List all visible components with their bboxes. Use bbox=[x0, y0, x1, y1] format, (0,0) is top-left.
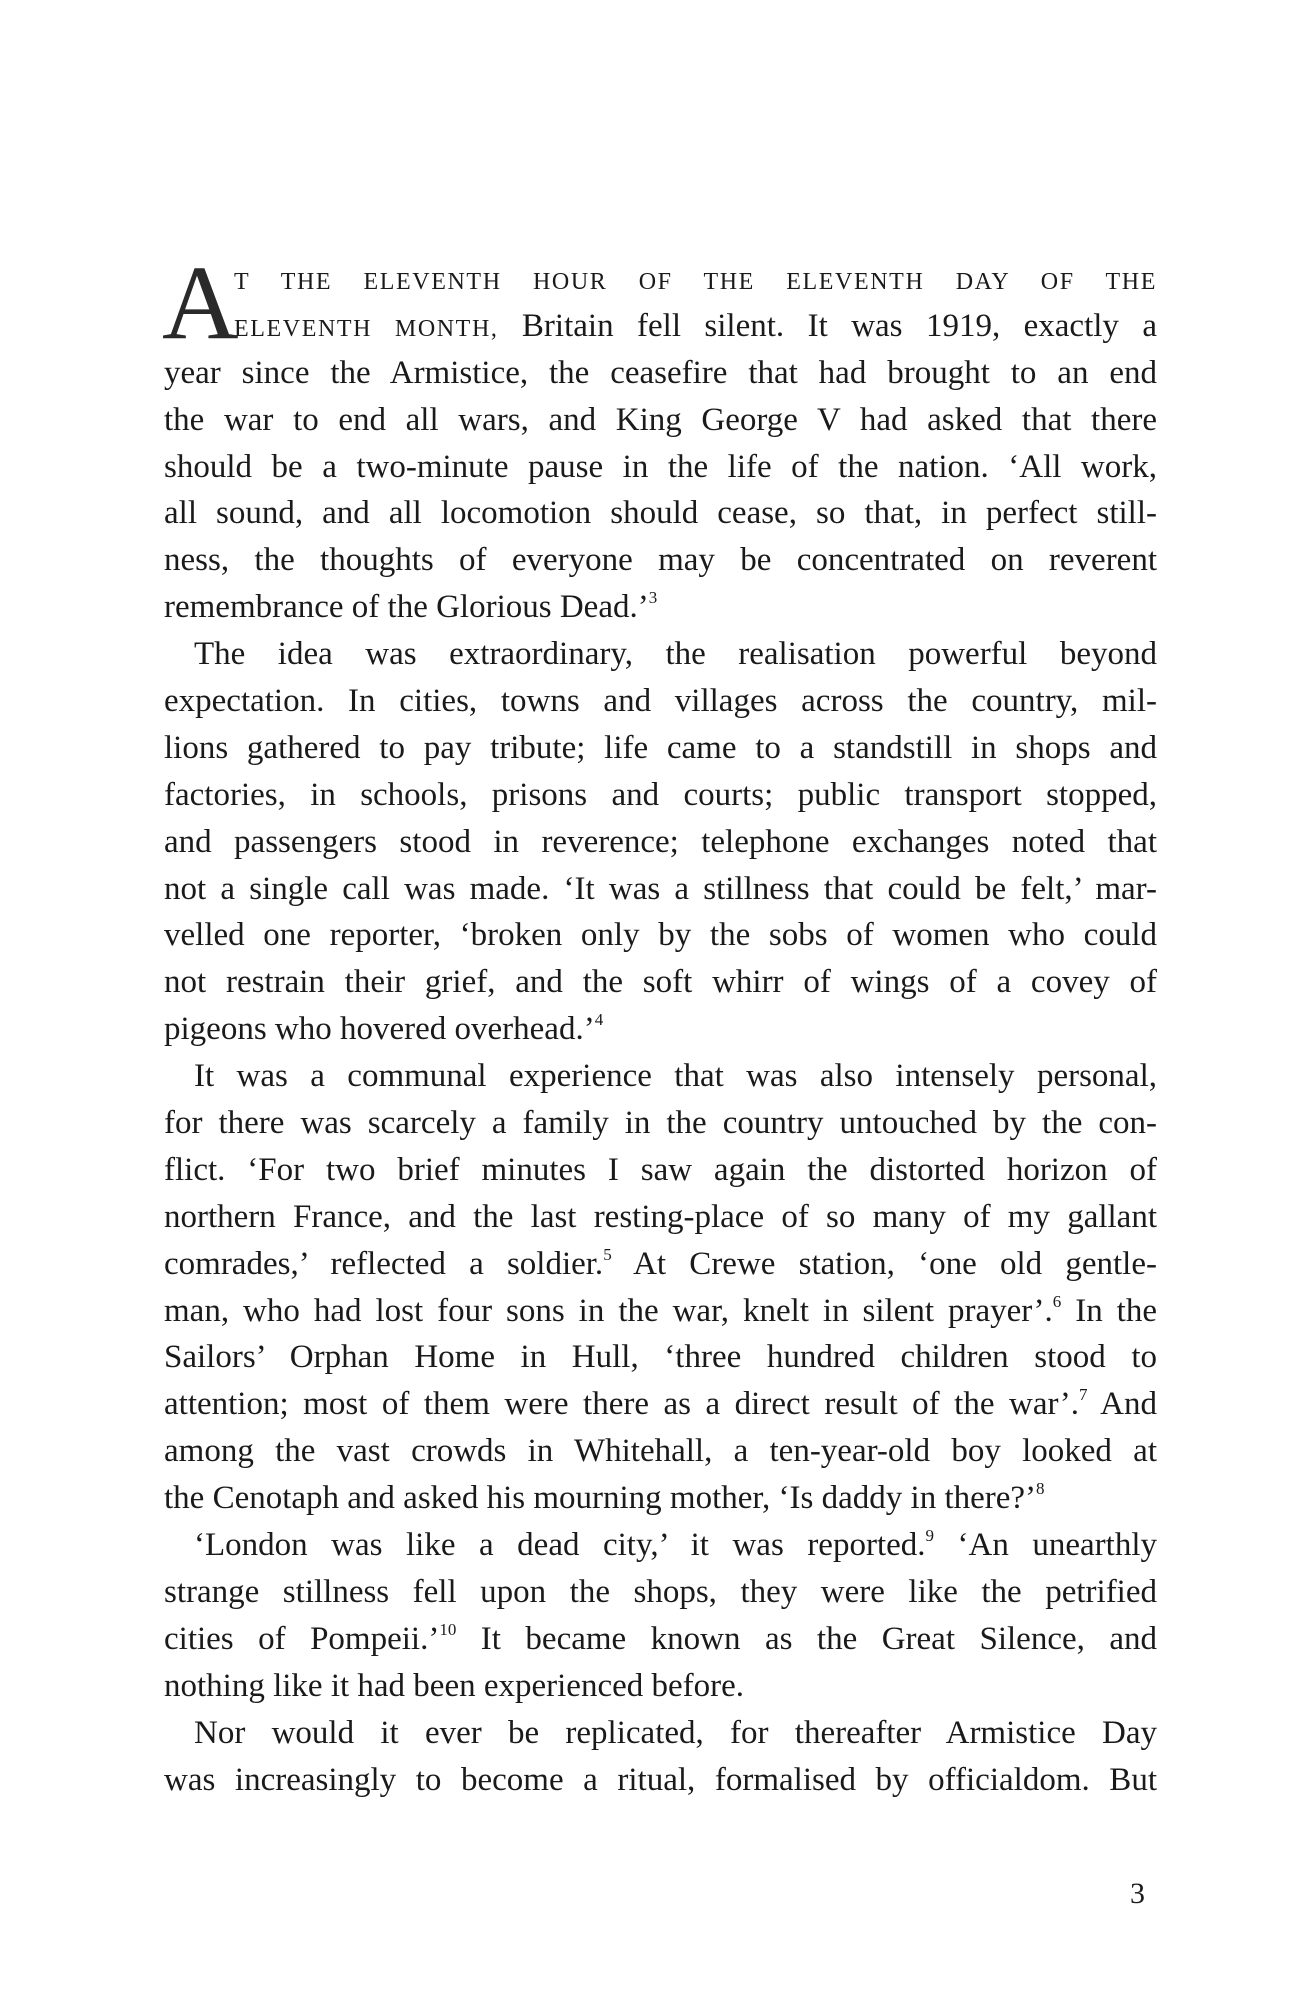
line-text: not a single call was made. ‘It was a stillness that could be felt,’ mar- bbox=[164, 870, 1157, 907]
line-content bbox=[164, 1100, 1157, 1147]
line-text: It was a communal experience that was also intensely personal, bbox=[194, 1058, 1157, 1095]
line-content bbox=[164, 866, 1157, 913]
text-line bbox=[164, 678, 1157, 725]
text-line bbox=[164, 866, 1157, 913]
text-line bbox=[164, 350, 1157, 397]
line-content bbox=[164, 1569, 1157, 1616]
line-text: for there was scarcely a family in the country untouched by the con- bbox=[164, 1105, 1157, 1142]
drop-cap: A bbox=[162, 244, 239, 361]
line-text: all sound, and all locomotion should cease, so that, in perfect still- bbox=[164, 495, 1157, 532]
line-text: Sailors’ Orphan Home in Hull, ‘three hundred children stood to bbox=[164, 1339, 1157, 1376]
line-text: should be a two-minute pause in the life of the nation. ‘All work, bbox=[164, 448, 1157, 485]
text-line bbox=[164, 725, 1157, 772]
line-text: lions gathered to pay tribute; life came to a standstill in shops and bbox=[164, 729, 1157, 766]
line-content bbox=[194, 1522, 1157, 1569]
line-content bbox=[194, 1710, 1157, 1757]
line-text: The idea was extraordinary, the realisation powerful beyond bbox=[194, 636, 1157, 673]
line-content bbox=[164, 1757, 1157, 1804]
footnote-marker: 5 bbox=[603, 1244, 612, 1264]
line-text: and passengers stood in reverence; telephone exchanges noted that bbox=[164, 823, 1157, 860]
line-text: northern France, and the last resting-place of so many of my gallant bbox=[164, 1198, 1157, 1235]
line-content bbox=[164, 1334, 1157, 1381]
text-line bbox=[164, 912, 1157, 959]
line-text: the Cenotaph and asked his mourning mother, ‘Is daddy in there?’ bbox=[164, 1480, 1037, 1517]
line-content bbox=[164, 1288, 1157, 1335]
footnote-marker: 10 bbox=[439, 1619, 457, 1639]
line-text: nothing like it had been experienced before. bbox=[164, 1667, 745, 1704]
text-line bbox=[164, 1757, 1157, 1804]
line-content bbox=[164, 1147, 1157, 1194]
line-text: factories, in schools, prisons and courts; public transport stopped, bbox=[164, 776, 1157, 813]
line-content bbox=[164, 678, 1157, 725]
text-line bbox=[164, 819, 1157, 866]
footnote-marker: 6 bbox=[1052, 1291, 1062, 1311]
line-text-continued: In the bbox=[1061, 1292, 1157, 1329]
line-content bbox=[164, 1663, 1157, 1710]
line-content bbox=[164, 772, 1157, 819]
line-text: flict. ‘For two brief minutes I saw again the distorted horizon of bbox=[164, 1151, 1157, 1188]
text-line bbox=[164, 1616, 1157, 1663]
text-line bbox=[164, 444, 1157, 491]
text-line bbox=[164, 1334, 1157, 1381]
line-text-continued: ‘An unearthly bbox=[934, 1527, 1157, 1564]
line-text: pigeons who hovered overhead.’ bbox=[164, 1011, 595, 1048]
line-content bbox=[164, 444, 1157, 491]
line-content bbox=[194, 631, 1157, 678]
footnote-marker: 7 bbox=[1078, 1385, 1088, 1405]
body-text-column bbox=[162, 244, 1157, 1803]
line-content bbox=[194, 1053, 1157, 1100]
text-line bbox=[164, 397, 1157, 444]
text-line bbox=[164, 537, 1157, 584]
line-text: man, who had lost four sons in the war, knelt in silent prayer’. bbox=[164, 1292, 1053, 1329]
line-text: attention; most of them were there as a direct result of the war’. bbox=[164, 1386, 1079, 1423]
text-line bbox=[164, 1100, 1157, 1147]
text-line bbox=[164, 1710, 1157, 1757]
line-content bbox=[164, 490, 1157, 537]
text-line bbox=[164, 772, 1157, 819]
text-line bbox=[164, 303, 1157, 350]
text-line bbox=[164, 584, 1157, 631]
text-line bbox=[164, 1194, 1157, 1241]
line-content bbox=[234, 256, 1157, 306]
text-line bbox=[164, 1241, 1157, 1288]
line-text-continued: At Crewe station, ‘one old gentle- bbox=[611, 1245, 1157, 1282]
line-text-continued: And bbox=[1087, 1386, 1157, 1423]
text-line bbox=[164, 256, 1157, 303]
text-line bbox=[164, 1569, 1157, 1616]
line-content bbox=[164, 819, 1157, 866]
line-text-continued: It became known as the Great Silence, and bbox=[456, 1620, 1157, 1657]
text-line bbox=[164, 1147, 1157, 1194]
line-content bbox=[164, 912, 1157, 959]
text-line bbox=[164, 959, 1157, 1006]
line-text: velled one reporter, ‘broken only by the sobs of women who could bbox=[164, 917, 1157, 954]
line-content bbox=[164, 537, 1157, 584]
footnote-marker: 3 bbox=[648, 588, 658, 608]
text-line bbox=[164, 1428, 1157, 1475]
line-content bbox=[164, 1241, 1157, 1288]
line-text: strange stillness fell upon the shops, they were like the petrified bbox=[164, 1573, 1157, 1610]
line-text: Britain fell silent. It was 1919, exactly a bbox=[498, 307, 1157, 344]
line-content bbox=[164, 1194, 1157, 1241]
line-content bbox=[164, 397, 1157, 444]
line-content bbox=[164, 350, 1157, 397]
line-text: Nor would it ever be replicated, for thereafter Armistice Day bbox=[194, 1714, 1157, 1751]
page-number: 3 bbox=[1130, 1877, 1145, 1910]
line-text: expectation. In cities, towns and villages across the country, mil- bbox=[164, 683, 1157, 720]
text-line bbox=[164, 490, 1157, 537]
footnote-marker: 4 bbox=[594, 1010, 604, 1030]
line-content bbox=[164, 725, 1157, 772]
line-text: among the vast crowds in Whitehall, a ten-year-old boy looked at bbox=[164, 1433, 1157, 1470]
line-text: ness, the thoughts of everyone may be concentrated on reverent bbox=[164, 542, 1157, 579]
line-content bbox=[164, 1381, 1157, 1428]
text-line bbox=[164, 1522, 1157, 1569]
text-line bbox=[164, 1381, 1157, 1428]
text-line bbox=[164, 631, 1157, 678]
text-line bbox=[164, 1663, 1157, 1710]
line-content bbox=[234, 303, 1157, 353]
footnote-marker: 8 bbox=[1036, 1479, 1045, 1499]
line-text: not restrain their grief, and the soft whirr of wings of a covey of bbox=[164, 964, 1157, 1001]
small-caps-opening: ELEVENTH MONTH, bbox=[234, 315, 499, 342]
line-content bbox=[164, 1616, 1157, 1663]
line-text: cities of Pompeii.’ bbox=[164, 1620, 440, 1657]
line-text: comrades,’ reflected a soldier. bbox=[164, 1245, 604, 1282]
line-text: was increasingly to become a ritual, formalised by officialdom. But bbox=[164, 1761, 1157, 1798]
line-content bbox=[164, 584, 1157, 631]
line-text: the war to end all wars, and King George V had asked that there bbox=[164, 401, 1157, 438]
text-line bbox=[164, 1053, 1157, 1100]
footnote-marker: 9 bbox=[925, 1526, 935, 1546]
line-content bbox=[164, 1475, 1157, 1522]
line-content bbox=[164, 959, 1157, 1006]
text-line bbox=[164, 1006, 1157, 1053]
line-content bbox=[164, 1428, 1157, 1475]
line-content bbox=[164, 1006, 1157, 1053]
small-caps-opening: T THE ELEVENTH HOUR OF THE ELEVENTH DAY OF THE bbox=[234, 269, 1157, 295]
text-line bbox=[164, 1288, 1157, 1335]
text-line bbox=[164, 1475, 1157, 1522]
line-text: remembrance of the Glorious Dead.’ bbox=[164, 589, 649, 626]
line-text: year since the Armistice, the ceasefire that had brought to an end bbox=[164, 354, 1157, 391]
line-text: ‘London was like a dead city,’ it was reported. bbox=[194, 1527, 926, 1564]
